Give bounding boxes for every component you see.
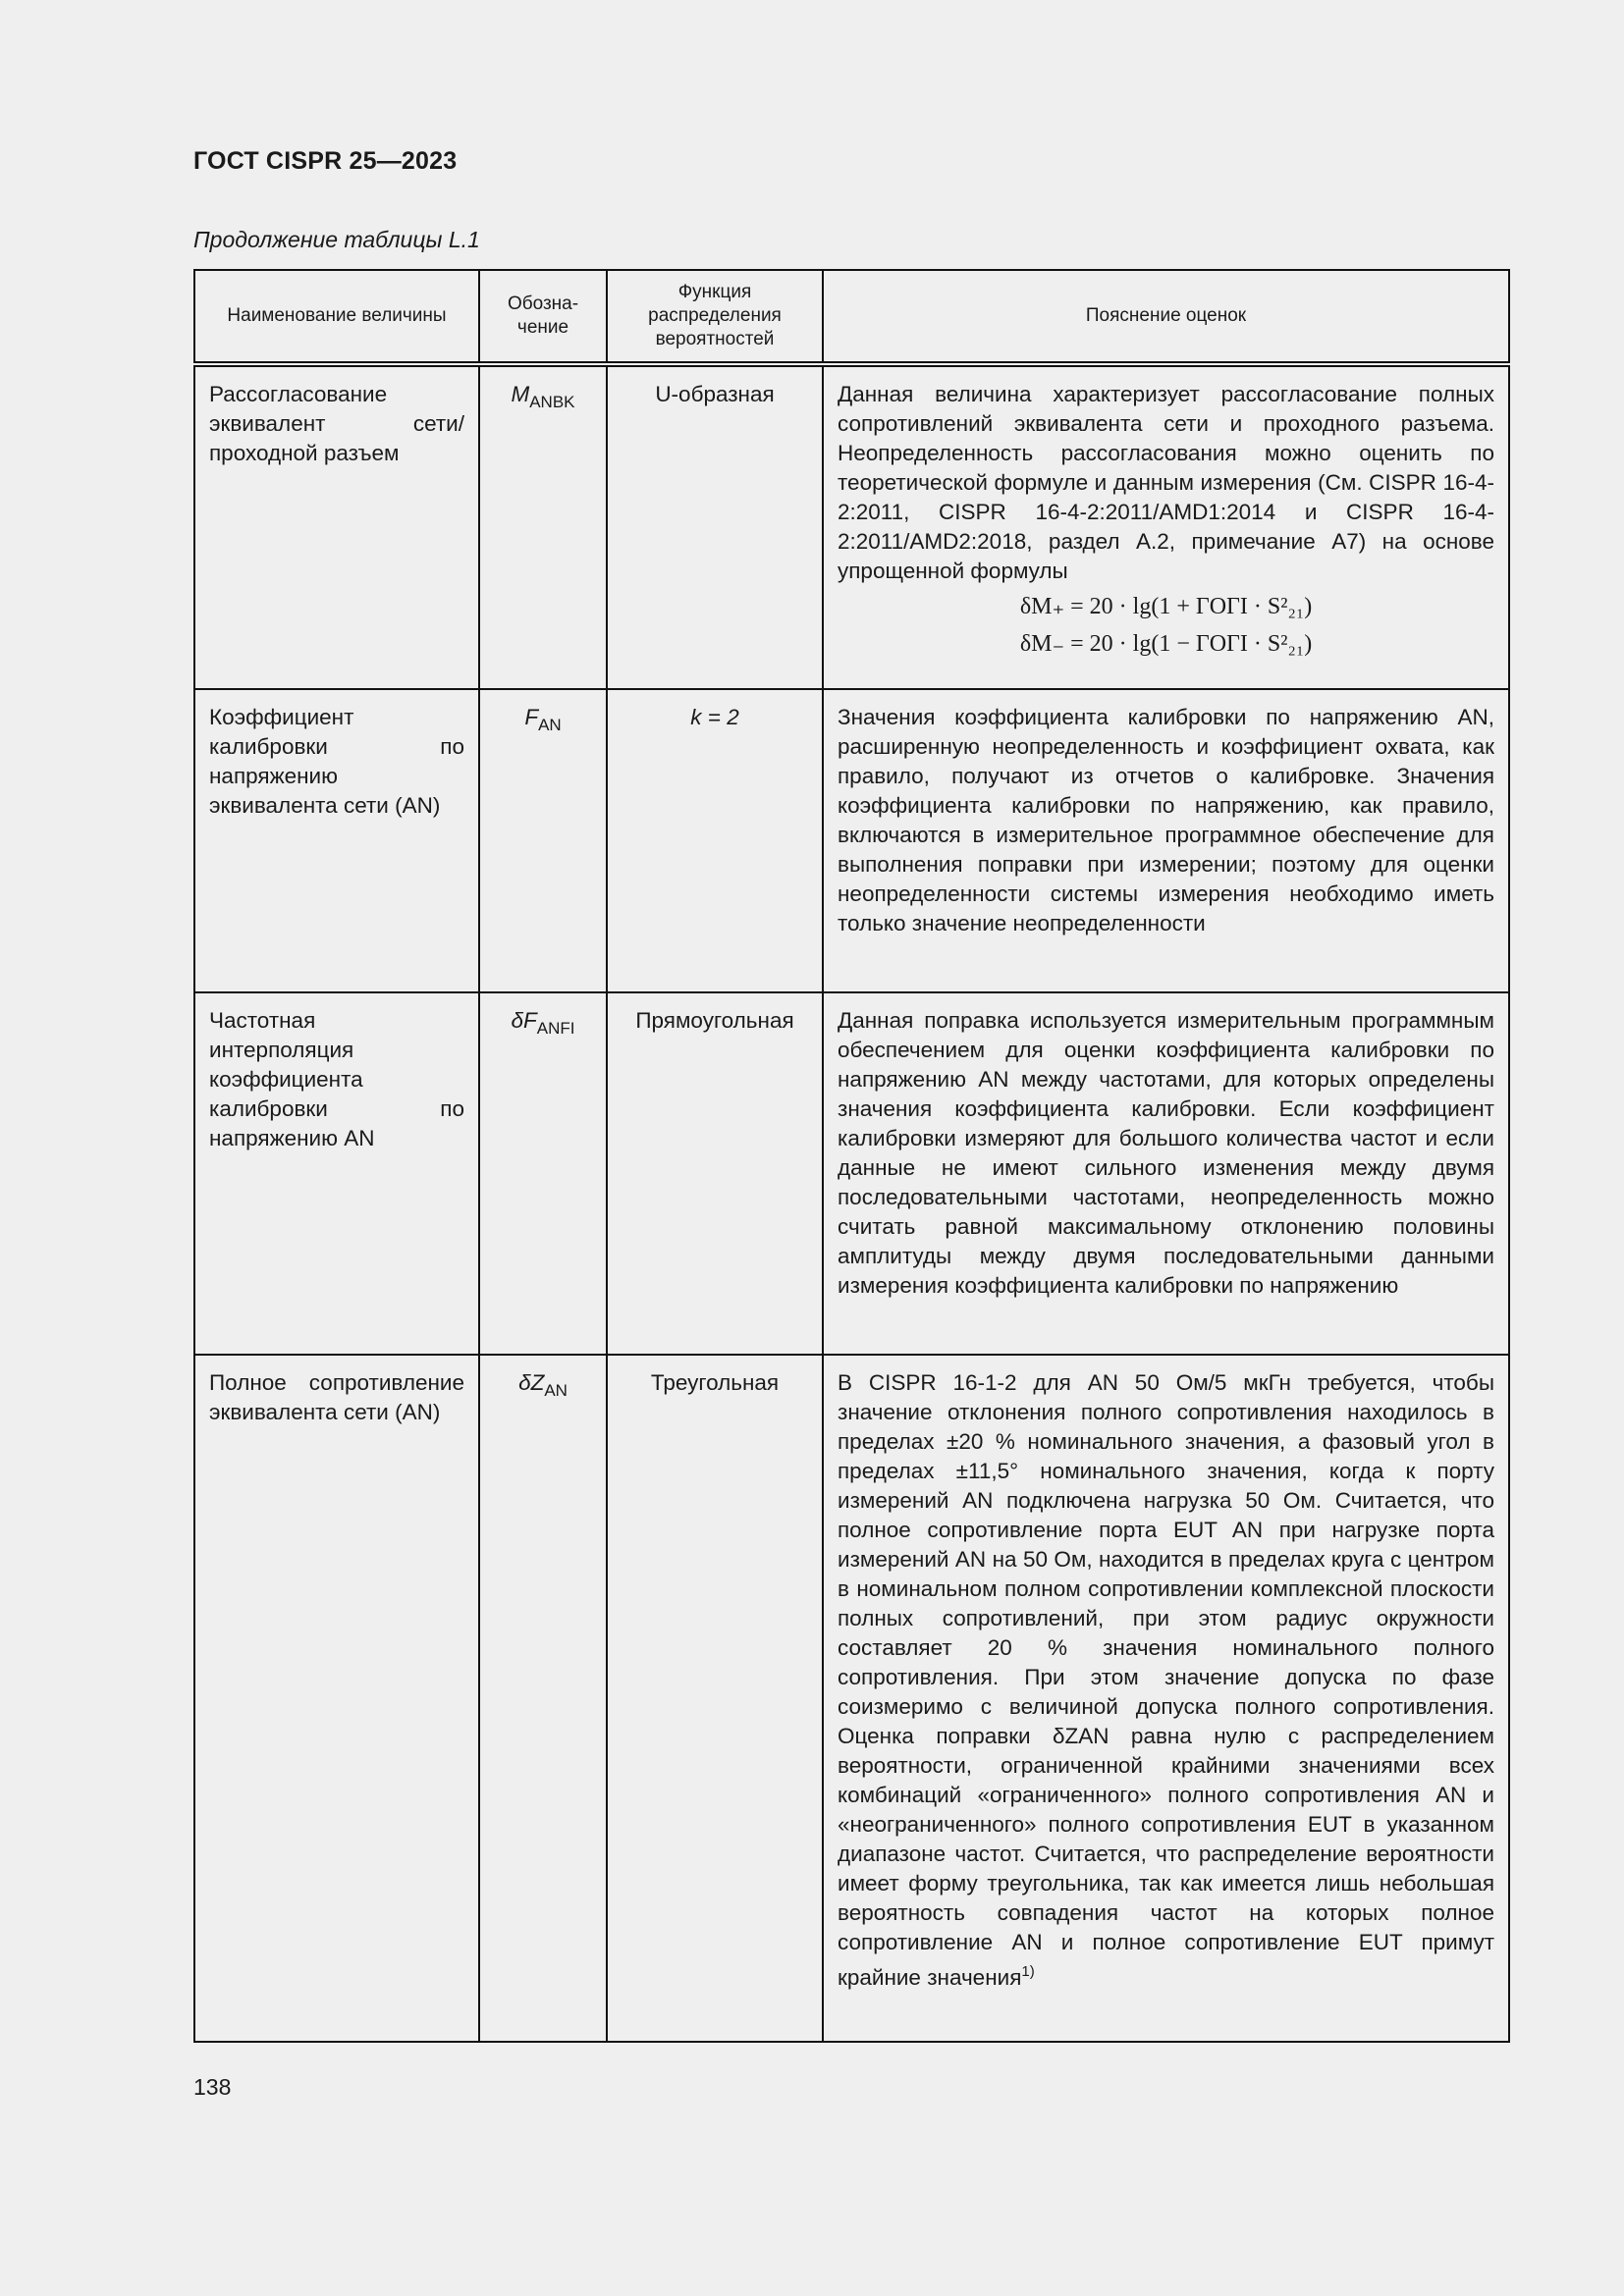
- table-caption: Продолжение таблицы L.1: [193, 227, 480, 252]
- row-name: Коэффициент калибровки по напряжению эквивалента сети (AN): [194, 689, 479, 992]
- row-symbol: $F_{AN}$: [479, 689, 607, 992]
- row-name: Частотная интерполяция коэффициента калибровки по напряжению AN: [194, 992, 479, 1355]
- table-row: [194, 1355, 1509, 2042]
- page-number: 138: [193, 2074, 232, 2100]
- row-distribution: k = 2: [607, 689, 823, 992]
- footnote-mark: 1): [1021, 1963, 1035, 1980]
- row-name: Рассогласование эквивалент сети/проходной разъем: [194, 364, 479, 689]
- table-row: [194, 689, 1509, 992]
- formula-minus: δM₋ = 20 · lg(1 − ΓOΓI · S²₂₁): [1019, 631, 1313, 657]
- row-distribution: U-образная: [607, 364, 823, 689]
- column-header-symbol: Обозна-чение: [479, 270, 607, 364]
- row-distribution: Прямоугольная: [607, 992, 823, 1355]
- row-symbol: $\delta F_{ANFI}$: [479, 992, 607, 1355]
- document-header: ГОСТ CISPR 25—2023: [193, 147, 458, 175]
- row-explanation: В CISPR 16-1-2 для AN 50 Ом/5 мкГн требуется, чтобы значение отклонения полного сопротивления находилось в пределах ±20 % номинального значения, а фазовый угол в пределах ±11,5° номинального значения, когда к порту измерений AN подключена нагрузка 50 Ом. Считается, что полное сопротивление порта EUT AN при нагрузке порта измерений AN на 50 Ом, находится в пределах круга с центром в номинальном полном сопротивлении комплексной плоскости полных сопротивлений, при этом радиус окружности составляет 20 % значения номинального полного сопротивления. При этом значение допуска по фазе соизмеримо с величиной допуска полного сопротивления. Оценка поправки δZAN равна нулю с распределением вероятности, ограниченной крайними значениями всех комбинаций «ограниченного» полного сопротивления AN и «неограниченного» полного сопротивления EUT в указанном диапазоне частот. Считается, что распределение вероятности имеет форму треугольника, так как имеется лишь небольшая вероятность совпадения частот на которых полное сопротивление AN и полное сопротивление EUT примут крайние значения$^{1)}$: [823, 1355, 1509, 2042]
- explanation-text: Данная величина характеризует рассогласование полных сопротивлений эквивалента сети и проходного разъема. Неопределенность рассогласования можно оценить по теоретической формуле и данным измерения (См. CISPR 16-4-2:2011, CISPR 16-4-2:2011/AMD1:2014 и CISPR 16-4-2:2011/AMD2:2018, раздел A.2, примечание A7) на основе упрощенной формулы: [838, 382, 1494, 583]
- row-symbol: $\delta Z_{AN}$: [479, 1355, 607, 2042]
- row-symbol: $M_{ANBK}$: [479, 364, 607, 689]
- table-header-row: [194, 270, 1509, 364]
- row-explanation: Значения коэффициента калибровки по напряжению AN, расширенную неопределенность и коэффициент охвата, как правило, получают из отчетов о калибровке. Значения коэффициента калибровки по напряжению, как правило, включаются в измерительное программное обеспечение для выполнения поправки при измерении; поэтому для оценки неопределенности системы измерения необходимо иметь только значение неопределенности: [823, 689, 1509, 992]
- table-row: [194, 992, 1509, 1355]
- table-row: [194, 364, 1509, 689]
- row-distribution: Треугольная: [607, 1355, 823, 2042]
- formula-plus: δM₊ = 20 · lg(1 + ΓOΓI · S²₂₁): [1019, 594, 1313, 619]
- column-header-name: Наименование величины: [194, 270, 479, 364]
- column-header-explanation: Пояснение оценок: [823, 270, 1509, 364]
- column-header-distribution: Функция распределения вероятностей: [607, 270, 823, 364]
- uncertainty-table: [193, 269, 1510, 2043]
- row-explanation: [823, 364, 1509, 689]
- row-explanation: Данная поправка используется измерительным программным обеспечением для оценки коэффициента калибровки по напряжению AN между частотами, для которых определены значения коэффициента калибровки. Если коэффициент калибровки измеряют для большого количества частот и если данные не имеют сильного изменения между двумя последовательными частотами, неопределенность можно считать равной максимальному отклонению половины амплитуды между двумя последовательными данными измерения коэффициента калибровки по напряжению: [823, 992, 1509, 1355]
- row-name: Полное сопротивление эквивалента сети (AN): [194, 1355, 479, 2042]
